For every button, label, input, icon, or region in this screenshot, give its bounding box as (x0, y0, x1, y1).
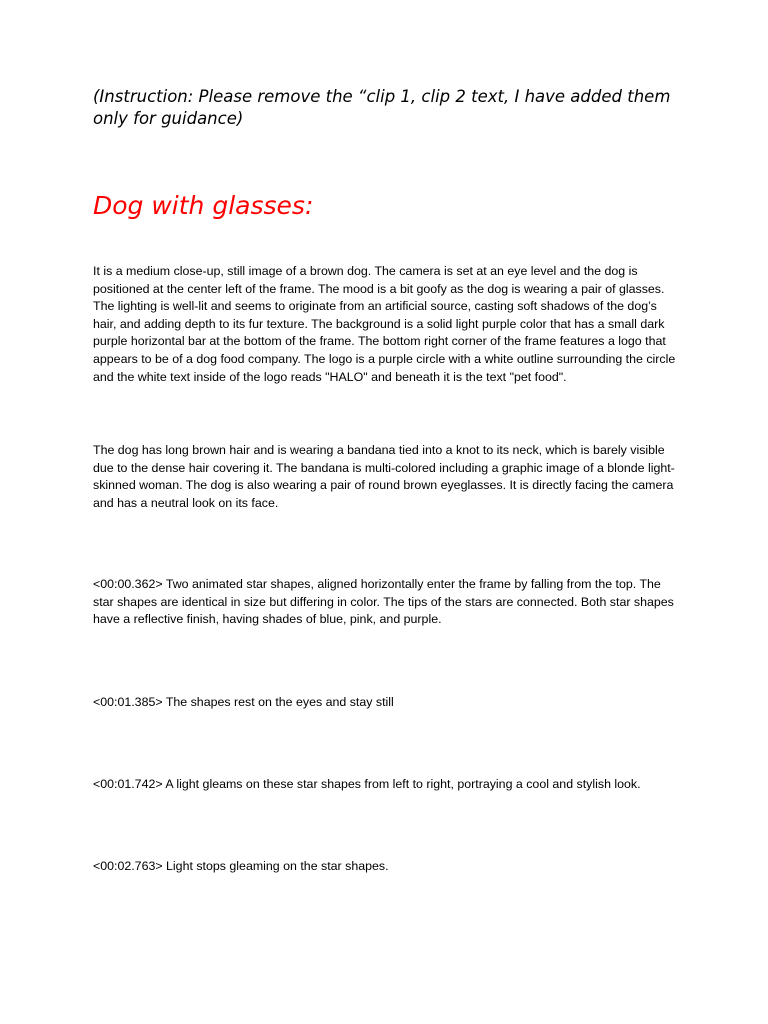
timestamp-event: <00:01.742> A light gleams on these star shapes from left to right, portraying a cool and stylish look. (93, 777, 641, 791)
page-title: Dog with glasses: (93, 191, 314, 220)
timestamp-event: <00:02.763> Light stops gleaming on the star shapes. (93, 859, 389, 873)
timestamp-event: <00:00.362> Two animated star shapes, aligned horizontally enter the frame by falling from the top. The star shapes are identical in size but differing in color. The tips of the stars are connected. Both star shapes have a reflective finish, having shades of blue, pink, and purple. (93, 577, 674, 627)
scene-description-paragraph: It is a medium close-up, still image of a brown dog. The camera is set at an eye level and the dog is positioned at the center left of the frame. The mood is a bit goofy as the dog is wearing a pair of glasses. The lighting is well-lit and seems to originate from an artificial source, casting soft shadows of the dog’s hair, and adding depth to its fur texture. The background is a solid light purple color that has a small dark purple horizontal bar at the bottom of the frame. The bottom right corner of the frame features a logo that appears to be of a dog food company. The logo is a purple circle with a white outline surrounding the circle and the white text inside of the logo reads "HALO" and beneath it is the text "pet food". (93, 264, 676, 384)
instruction-note: (Instruction: Please remove the “clip 1, clip 2 text, I have added them only for guidance) (93, 87, 671, 128)
dog-description-paragraph: The dog has long brown hair and is wearing a bandana tied into a knot to its neck, which is barely visible due to the dense hair covering it. The bandana is multi-colored including a graphic image of a blonde light-skinned woman. The dog is also wearing a pair of round brown eyeglasses. It is directly facing the camera and has a neutral look on its face. (93, 443, 675, 510)
timestamp-event: <00:01.385> The shapes rest on the eyes and stay still (93, 695, 394, 709)
